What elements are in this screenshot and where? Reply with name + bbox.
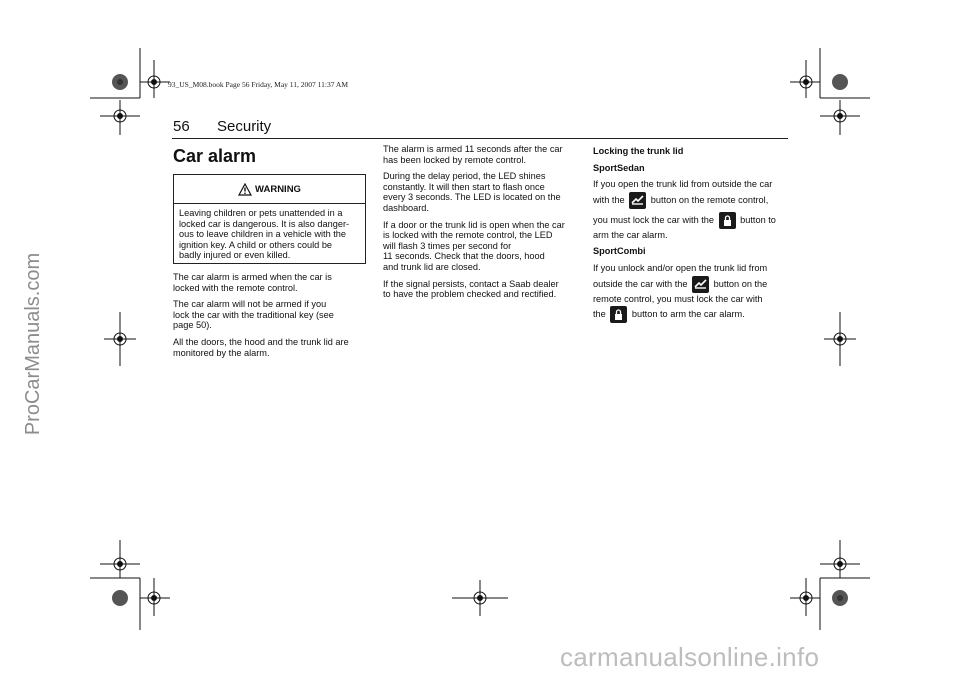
text-line: with the xyxy=(593,194,625,205)
paragraph xyxy=(173,299,365,331)
footer-watermark: carmanualsonline.info xyxy=(560,642,820,672)
text-line: remote control, you must lock the car with xyxy=(593,293,763,304)
text-line: button to xyxy=(740,214,776,225)
sedan-paragraph xyxy=(593,179,789,240)
text-line: If you open the trunk lid from outside the car xyxy=(593,179,773,190)
warning-line: locked car is dangerous. It is also danger- xyxy=(179,218,350,229)
text-line: The alarm is armed 11 seconds after the car xyxy=(383,144,563,154)
combi-paragraph xyxy=(593,263,789,324)
text-line: every 3 seconds. The LED is located on the xyxy=(383,192,561,203)
text-line: If you unlock and/or open the trunk lid from xyxy=(593,262,768,273)
warning-triangle-icon xyxy=(238,183,252,196)
text-line: will flash 3 times per second for xyxy=(383,240,512,251)
page-title: Car alarm xyxy=(173,146,257,166)
text-line: If the signal persists, contact a Saab dealer xyxy=(383,278,559,289)
text-line: monitored by the alarm. xyxy=(173,347,270,358)
warning-text xyxy=(174,204,365,265)
text-line: locked with the remote control. xyxy=(173,282,298,293)
section-title: Security xyxy=(217,118,272,135)
text-line: page 50). xyxy=(173,320,212,331)
paragraph xyxy=(383,144,578,165)
warning-label: WARNING xyxy=(255,183,301,195)
trunk-button-icon xyxy=(629,192,646,209)
paragraph xyxy=(383,220,578,273)
warning-line: Leaving children or pets unattended in a xyxy=(179,208,343,218)
text-line: All the doors, the hood and the trunk lid are xyxy=(173,336,349,347)
text-line: to have the problem checked and rectified. xyxy=(383,289,557,300)
warning-header xyxy=(174,175,365,204)
text-line: outside the car with the xyxy=(593,278,688,289)
text-line: is locked with the remote control, the LED xyxy=(383,230,553,241)
text-line: constantly. It will then start to flash once xyxy=(383,181,545,192)
text-line: has been locked by remote control. xyxy=(383,154,526,165)
text-line: dashboard. xyxy=(383,202,429,213)
lock-button-icon xyxy=(719,212,736,229)
side-watermark: ProCarManuals.com xyxy=(22,252,44,436)
page-number: 56 xyxy=(173,118,190,135)
column-1 xyxy=(173,272,365,364)
text-line: The car alarm will not be armed if you xyxy=(173,299,327,310)
text-line: and trunk lid are closed. xyxy=(383,261,481,272)
text-line: arm the car alarm. xyxy=(593,229,668,240)
page-header xyxy=(173,118,271,135)
text-line: you must lock the car with the xyxy=(593,214,715,225)
warning-line: ignition key. A child or others could be xyxy=(179,239,333,250)
paragraph xyxy=(383,279,578,300)
text-line: lock the car with the traditional key (see xyxy=(173,309,334,320)
section-heading: Locking the trunk lid xyxy=(593,146,684,156)
lock-button-icon xyxy=(610,306,627,323)
sedan-heading: SportSedan xyxy=(593,162,645,173)
text-line: the xyxy=(593,309,606,320)
warning-line: badly injured or even killed. xyxy=(179,250,291,261)
text-line: 11 seconds. Check that the doors, hood xyxy=(383,251,545,262)
warning-line: ous to leave children in a vehicle with the xyxy=(179,229,347,240)
paragraph xyxy=(173,337,365,358)
header-rule xyxy=(172,138,788,139)
combi-heading: SportCombi xyxy=(593,246,646,257)
column-3 xyxy=(593,146,789,330)
text-line: button on the remote control, xyxy=(650,194,769,205)
warning-box xyxy=(173,174,366,264)
paragraph xyxy=(173,272,365,293)
column-2 xyxy=(383,144,578,306)
text-line: button on the xyxy=(713,278,768,289)
text-line: During the delay period, the LED shines xyxy=(383,171,546,182)
text-line: If a door or the trunk lid is open when the car xyxy=(383,219,565,230)
trunk-button-icon xyxy=(692,276,709,293)
paragraph xyxy=(383,171,578,213)
text-line: The car alarm is armed when the car is xyxy=(173,272,332,282)
file-info: 93_US_M08.book Page 56 Friday, May 11, 2007 11:37 AM xyxy=(168,80,348,89)
text-line: button to arm the car alarm. xyxy=(631,309,745,320)
